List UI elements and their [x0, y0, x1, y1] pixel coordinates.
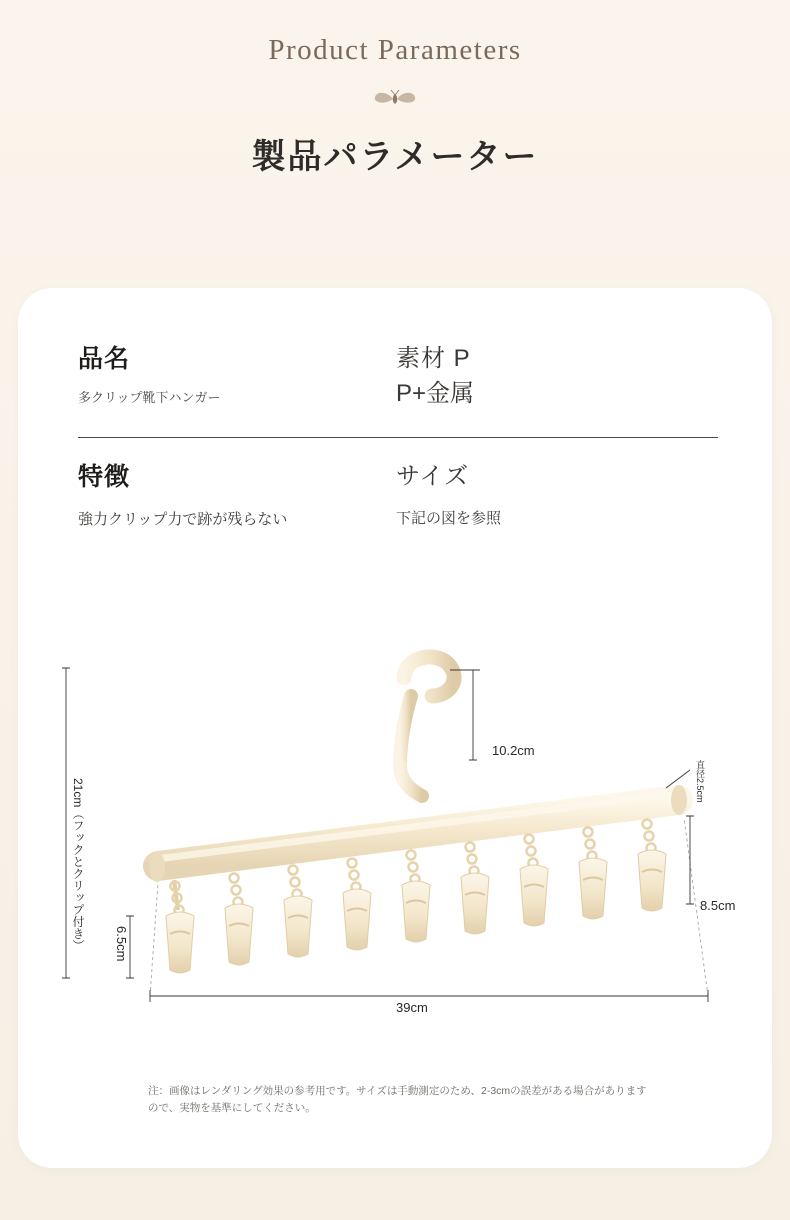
spec-table: [78, 346, 718, 532]
spec-label: サイズ: [396, 462, 470, 490]
clip: [461, 843, 489, 935]
clip: [402, 851, 430, 943]
clip: [579, 828, 607, 920]
dimension-bar-diameter: 直径2.5cm: [695, 760, 705, 803]
dimension-hook-height: 10.2cm: [492, 743, 535, 758]
clip: [166, 880, 194, 973]
spec-row: [78, 460, 718, 532]
product-diagram: [18, 648, 772, 1068]
dimension-total-height: 21cm（フックとクリップ付き）: [71, 778, 85, 952]
spec-card: [18, 288, 772, 1168]
spec-cell-size: [396, 464, 718, 532]
spec-value: 多クリップ靴下ハンガー: [78, 389, 221, 405]
spec-value: 強力クリップ力で跡が残らない: [78, 511, 288, 529]
spec-value: P+金属: [396, 380, 475, 408]
spec-cell-product-name: [78, 346, 396, 411]
dimension-clip-height: 6.5cm: [114, 926, 129, 962]
clip: [284, 866, 312, 958]
page-title-jp: 製品パラメーター: [251, 138, 539, 176]
dimension-total-width: 39cm: [396, 1000, 428, 1015]
spec-label: 特徴: [78, 462, 131, 491]
hanger-hook: [400, 657, 454, 796]
spec-row: [78, 346, 718, 411]
spec-label: 品名: [78, 345, 131, 373]
dimension-bar-to-clip: 8.5cm: [700, 898, 736, 913]
page-title-en: Product Parameters: [268, 34, 522, 66]
disclaimer-note: 注：画像はレンダリング効果の参考用です。サイズは手動測定のため、2-3cmの誤差がある場合がありますので、実物を基準にしてください。: [148, 1085, 647, 1115]
spec-label: 素材 P: [396, 345, 471, 372]
spec-cell-feature: [78, 464, 396, 532]
clip: [638, 820, 666, 912]
clip: [343, 859, 371, 951]
clip: [520, 835, 548, 927]
spec-divider: [78, 437, 718, 438]
spec-value: 下記の図を参照: [396, 510, 502, 528]
sock-hanger-illustration: [18, 648, 772, 1068]
butterfly-ornament-icon: [365, 89, 425, 113]
clip: [225, 874, 253, 966]
spec-cell-material: [396, 346, 718, 411]
page-header: [0, 0, 790, 178]
